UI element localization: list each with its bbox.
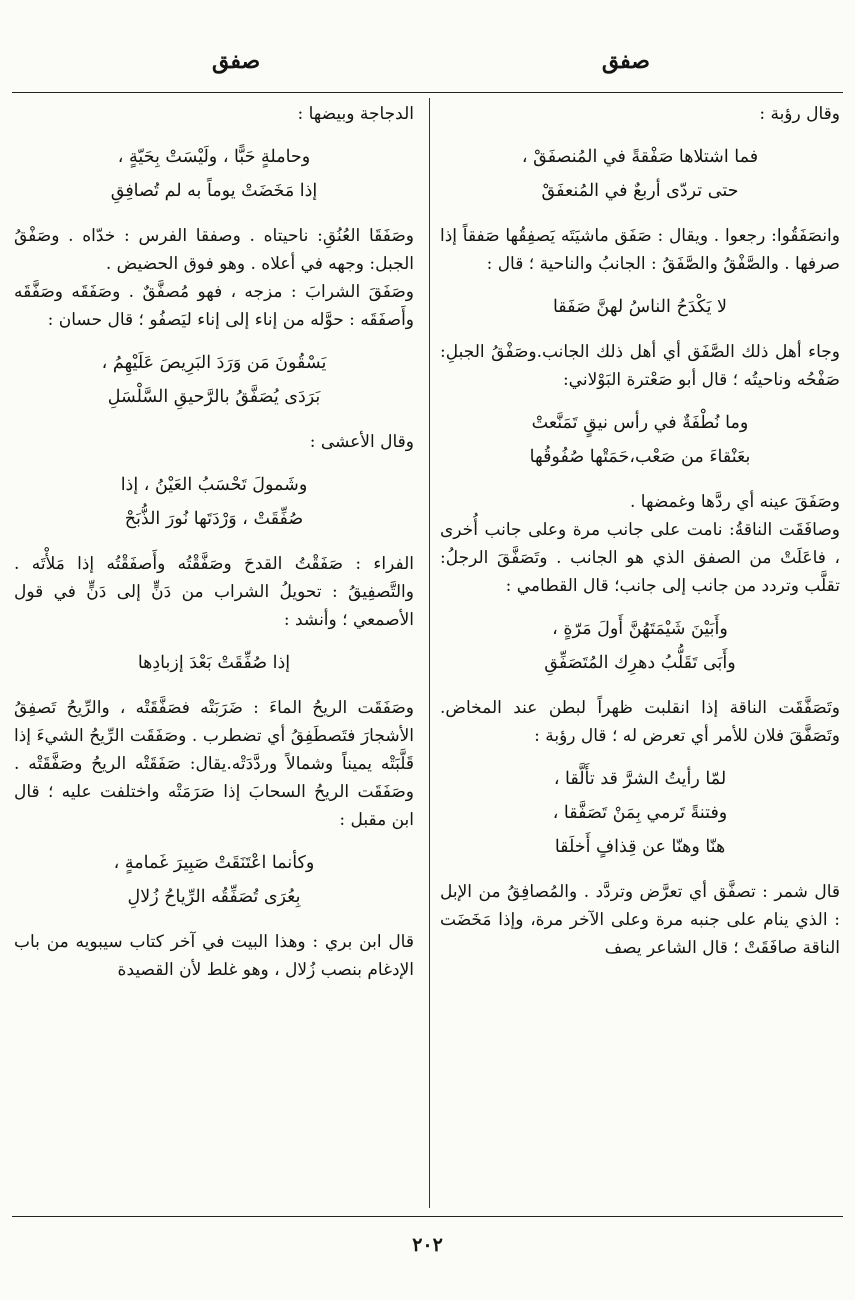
verse-line: وكأنما اعْتَنَقَتْ صَبِيرَ غَمامةٍ ،	[113, 853, 315, 873]
paragraph: قال ابن بري : وهذا البيت في آخر كتاب سيبويه من باب الإدغام بنصب زُلال ، وهو غلط لأن القصيدة	[14, 932, 414, 980]
paragraph: وصَفَقَ الشرابَ : مزجه ، فهو مُصفَّقٌ . وصَفَقَه وصَفَّقَه وأَصفَقَه : حوَّله من إناء إلى إناء ليَصفُو ؛ قال حسان :	[14, 282, 414, 330]
paragraph: وصَفَقَ عينه أي ردَّها وغمضها .	[629, 492, 840, 512]
left-column	[14, 100, 414, 984]
paragraph: وصَفَقَت الريحُ الماءَ : ضَرَبَتْه فصَفَّقَتْه ، والرِّيحُ تَصفِقُ الأشجارَ فتَصطَفِقُ أي تضطرب . وصَفَقَت الرِّيحُ الشيءَ إذا قَلَّبَتْه يميناً وشمالاً وردَّدَتْه.يقال: صَفَقَتْه الريحُ وصَفَّقَتْه . وصَفَقَت الريحُ السحابَ إذا صَرَمَتْه واختلفت عليه ؛ قال ابن مقبل :	[14, 698, 414, 830]
verse-line: بَرَدَى يُصَفَّقُ بالرَّحيقِ السَّلْسَلِ	[107, 387, 321, 407]
column-divider	[429, 98, 430, 1208]
verse-line: بعَنْقاءَ من صَعْب،حَمَتْها صُفُوقُها	[529, 447, 751, 467]
verse-line: لا يَكْدَحُ الناسُ لهنَّ صَفَقا	[552, 297, 728, 317]
right-column	[440, 100, 840, 962]
verse-line: وما نُطْفَةٌ في رأس نيقٍ تَمَنَّعتْ	[531, 413, 749, 433]
header-word-right: صفق	[601, 48, 650, 74]
verse-line: حتى تردّى أربعٌ في المُنعفَقْ	[541, 181, 739, 201]
paragraph: قال شمر : تصفَّق أي تعرَّض وتردَّد . والمُصافِقُ من الإبل : الذي ينام على جنبه مرة وعلى الآخر مرة، وإذا مَخَضَت الناقة صافَقَتْ ؛ قال الشاعر يصف	[440, 882, 840, 958]
verse-block	[440, 128, 840, 222]
verse-line: هنّا وهنّا عن قِذافٍ أَخلَقا	[554, 837, 726, 857]
verse-line: إذا مَخَضَتْ يوماً به لم تُصافِقِ	[110, 181, 318, 201]
verse-block	[440, 600, 840, 694]
paragraph: الدجاجة وبيضها :	[297, 104, 414, 124]
verse-line: صُفِّقَتْ ، وَرْدَتَها نُورَ الذُّبَحْ	[124, 509, 304, 529]
verse-block	[440, 278, 840, 338]
paragraph: وصَفَقَا العُنُقِ: ناحيتاه . وصفقا الفرس : خدّاه . وصَفْقُ الجبل: وجهه في أعلاه . وهو فوق الحضيض .	[14, 226, 414, 274]
paragraph: وقال الأعشى :	[309, 432, 414, 452]
header-word-left: صفق	[212, 48, 261, 74]
paragraph: وصافَقَت الناقةُ: نامت على جانب مرة وعلى جانب أُخرى ، فاعَلَتْ من الصفق الذي هو الجانب . وتَصَفَّقَ الرجلُ: تقلَّب وتردد من جانب إلى جانب؛ قال القطامي :	[440, 520, 840, 596]
page-number: ٢٠٢	[412, 1234, 443, 1256]
paragraph: الفراء : صَفَقْتُ القدحَ وصَفَّقْتُه وأَصفَقْتُه إذا مَلأْتَه . والتَّصفِيقُ : تحويلُ الشراب من دَنٍّ إلى دَنٍّ في قول الأصمعي ؛ وأنشد :	[14, 554, 414, 630]
verse-line: وشَمولَ تَحْسَبُ العَيْنُ ، إذا	[120, 475, 308, 495]
verse-line: وحاملةٍ حَبًّا ، ولَيْسَتْ بِحَيّةٍ ،	[117, 147, 311, 167]
verse-block	[14, 834, 414, 928]
verse-block	[440, 750, 840, 878]
verse-block	[14, 128, 414, 222]
top-rule	[12, 92, 843, 93]
verse-line: وأَبَى تَقَلُّبُ دهرِك المُتَصَفِّقِ	[544, 653, 736, 673]
verse-block	[14, 456, 414, 550]
paragraph: وجاء أهل ذلك الصَّفَق أي أهل ذلك الجانب.وصَفْقُ الجبلِ: صَفْحُه وناحيتُه ؛ قال أبو صَعْترة البَوْلاني:	[440, 342, 840, 390]
verse-line: وفتنةً تَرمي بِمَنْ تَصَفَّقا ،	[552, 803, 728, 823]
verse-line: يَسْقُونَ مَن وَرَدَ البَرِيصَ عَلَيْهِمُ ،	[101, 353, 327, 373]
verse-line: إذا صُفِّقَتْ بَعْدَ إزبادِها	[137, 653, 291, 673]
verse-line: بِعُرَى تُصَفِّقُه الرِّياحُ زُلالِ	[127, 887, 301, 907]
verse-line: وأَبَيْنَ شَيْمَتَهُنَّ أَولَ مَرّةٍ ،	[552, 619, 728, 639]
paragraph: وقال رؤبة :	[759, 104, 840, 124]
verse-line: لمّا رأيتُ الشرَّ قد تأَلَّقا ،	[553, 769, 727, 789]
paragraph: وانصَفَقُوا: رجعوا . ويقال : صَفَق ماشيَتَه يَصفِقُها صَفقاً إذا صرفها . والصَّفْقُ والصَّفَقُ : الجانبُ والناحية ؛ قال :	[440, 226, 840, 274]
bottom-rule	[12, 1216, 843, 1217]
verse-block	[14, 334, 414, 428]
paragraph: وتَصَفَّقَت الناقة إذا انقلبت ظهراً لبطن عند المخاض. وتَصَفَّقَ فلان للأمر أي تعرض له ؛ قال رؤبة :	[440, 698, 840, 746]
verse-block	[14, 634, 414, 694]
verse-block	[440, 394, 840, 488]
verse-line: فما اشتلاها صَفْقةً في المُنصفَقْ ،	[521, 147, 759, 167]
